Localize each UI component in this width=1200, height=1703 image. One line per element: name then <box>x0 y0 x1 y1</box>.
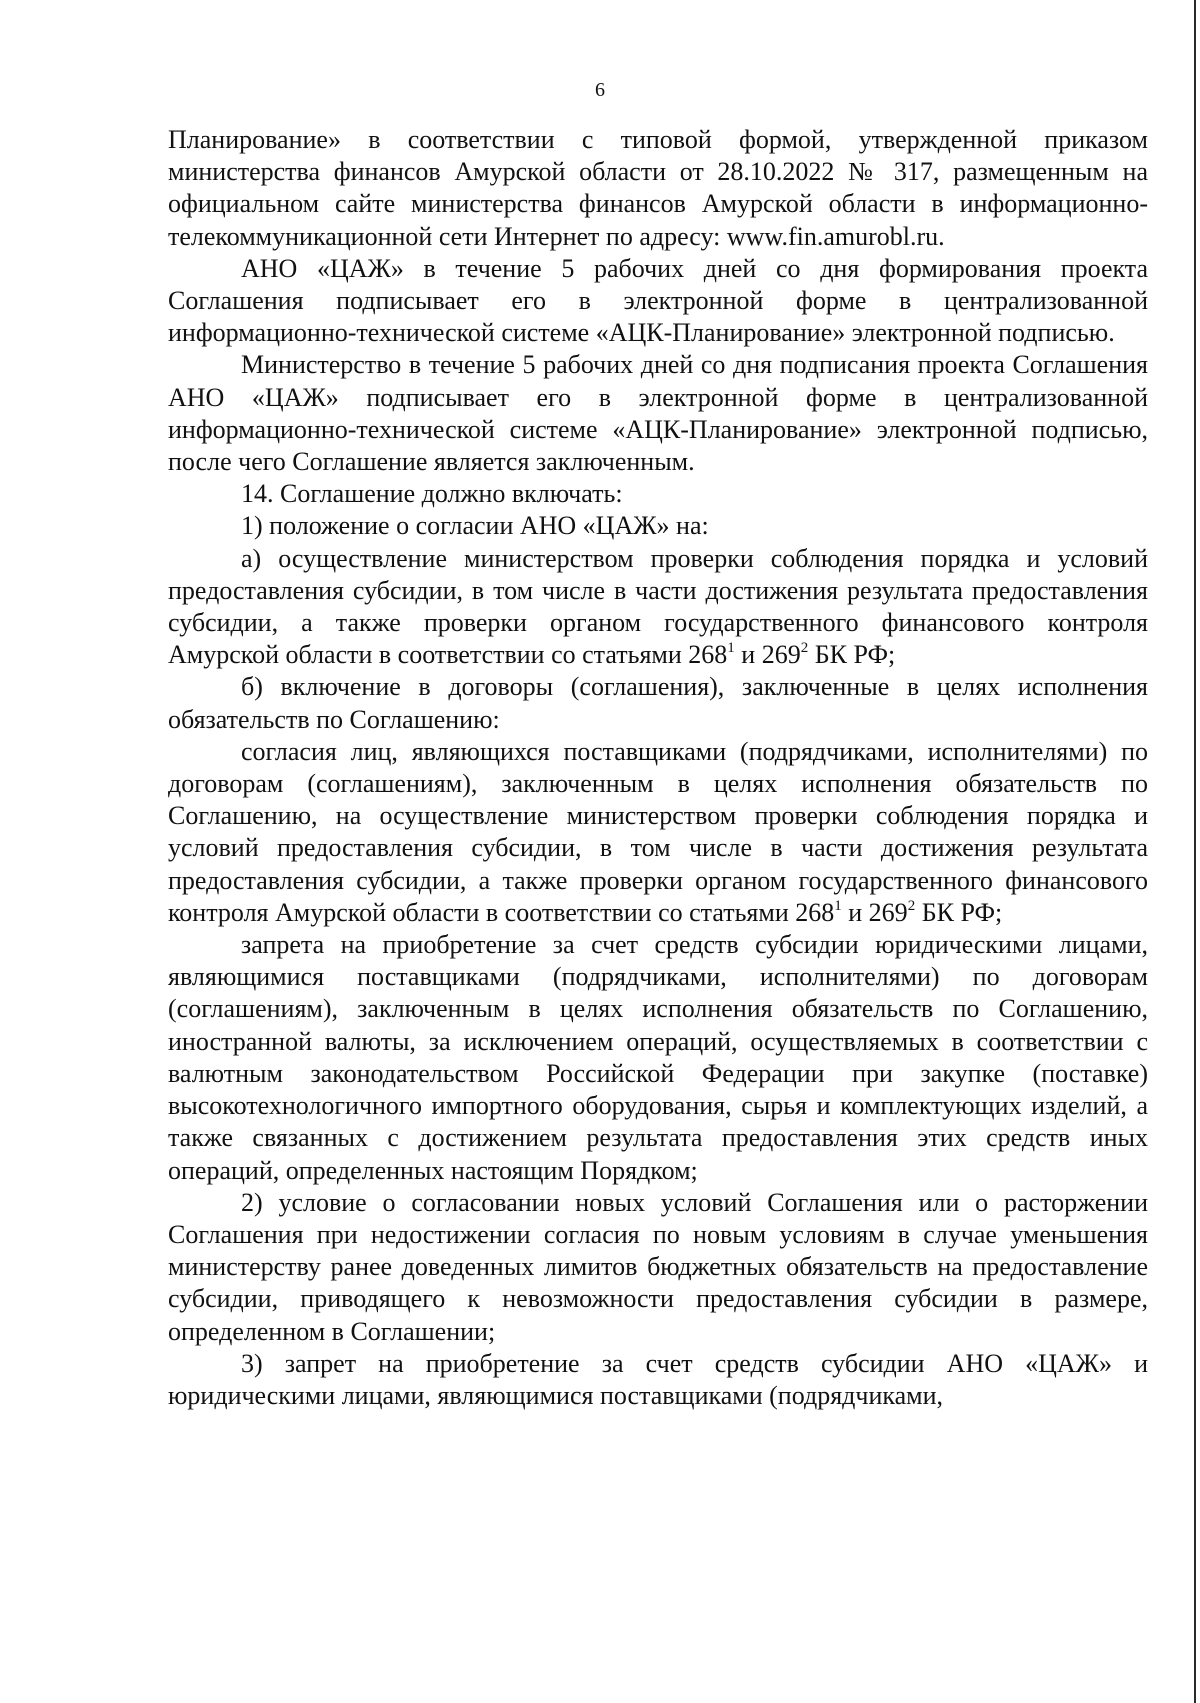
paragraph-item-2: 2) условие о согласовании новых условий Соглашения или о расторжении Соглашения при недостижении согласия по новым условиям в случае уменьшения министерству ранее доведенных лимитов бюджетных обязательств на предоставление субсидии, приводящего к невозможности предоставления субсидии в размере, определенном в Соглашении; <box>168 1187 1148 1346</box>
paragraph-currency-ban: запрета на приобретение за счет средств субсидии юридическими лицами, являющимися поставщиками (подрядчиками, исполнителями) по договорам (соглашениям), заключенным в целях исполнения обязательств по Соглашению, иностранной валюты, за исключением операций, осуществляемых в соответствии с валютным законодательством Российской Федерации при закупке (поставке) высокотехнологичного импортного оборудования, сырья и комплектующих изделий, а также связанных с достижением результата предоставления этих средств иных операций, определенных настоящим Порядком; <box>168 930 1148 1185</box>
page-number: 6 <box>595 79 605 101</box>
superscript: 1 <box>834 897 842 914</box>
paragraph-item-1a <box>168 543 1148 672</box>
consent-text-middle: и 269 <box>841 897 908 927</box>
paragraph-section-14: 14. Соглашение должно включать: <box>241 479 623 509</box>
item-1a-text-middle: и 269 <box>734 640 801 670</box>
consent-text: согласия лиц, являющихся поставщиками (подрядчиками, исполнителями) по договорам (соглашениям), заключенным в целях исполнения обязательств по Соглашению, на осуществление министерством проверки соблюдения порядка и условий предоставления субсидии, в том числе в части достижения результата предоставления субсидии, а также проверки органом государственного финансового контроля Амурской области в соответствии со статьями 268 <box>168 736 1148 927</box>
document-body <box>168 124 1148 1412</box>
paragraph-signing-ministry: Министерство в течение 5 рабочих дней со дня подписания проекта Соглашения АНО «ЦАЖ» подписывает его в электронной форме в централизованной информационно-технической системе «АЦК-Планирование» электронной подписью, после чего Соглашение является заключенным. <box>168 350 1148 477</box>
consent-text-end: БК РФ; <box>915 897 1003 927</box>
paragraph-consent-suppliers <box>168 736 1148 929</box>
superscript: 1 <box>727 640 735 657</box>
item-1a-text: а) осуществление министерством проверки соблюдения порядка и условий предоставления субсидии, в том числе в части достижения результата предоставления субсидии, а также проверки органом государственного финансового контроля Амурской области в соответствии со статьями 268 <box>168 543 1148 670</box>
paragraph-item-3: 3) запрет на приобретение за счет средств субсидии АНО «ЦАЖ» и юридическими лицами, являющимися поставщиками (подрядчиками, <box>168 1348 1148 1410</box>
paragraph-item-1: 1) положение о согласии АНО «ЦАЖ» на: <box>241 511 709 541</box>
superscript: 2 <box>800 640 809 657</box>
paragraph-continuation: Планирование» в соответствии с типовой формой, утвержденной приказом министерства финансов Амурской области от 28.10.2022 № 317, размещенным на официальном сайте министерства финансов Амурской области в информационно-телекоммуникационной сети Интернет по адресу: www.fin.amurobl.ru. <box>168 125 1148 251</box>
superscript: 2 <box>907 897 916 914</box>
item-1a-text-end: БК РФ; <box>808 640 896 670</box>
page-edge-line <box>1194 0 1196 1703</box>
paragraph-item-1b: б) включение в договоры (соглашения), заключенные в целях исполнения обязательств по Соглашению: <box>168 672 1148 734</box>
paragraph-signing-ano: АНО «ЦАЖ» в течение 5 рабочих дней со дня формирования проекта Соглашения подписывает его в электронной форме в централизованной информационно-технической системе «АЦК-Планирование» электронной подписью. <box>168 253 1148 348</box>
